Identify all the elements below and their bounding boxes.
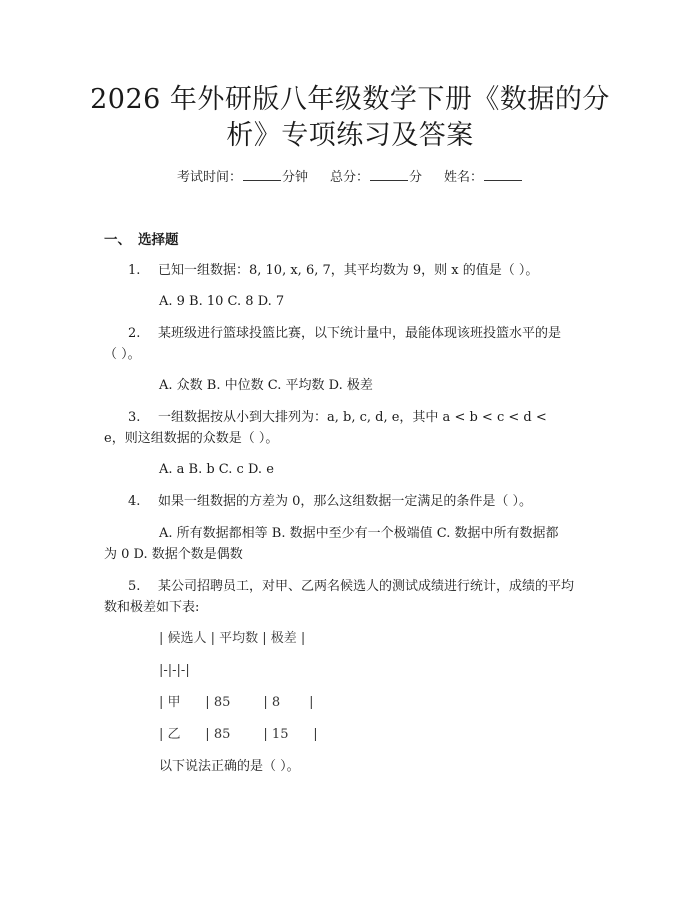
question-5-prompt: 以下说法正确的是（ ）。 — [159, 759, 300, 774]
question-5-text-cont: 数和极差如下表: — [104, 600, 200, 615]
question-number: 5. — [128, 579, 141, 594]
question-3 — [128, 408, 547, 428]
document-title-line-2: 析》专项练习及答案 — [226, 120, 474, 151]
question-number: 3. — [128, 410, 141, 425]
question-3-options: A. a B. b C. c D. e — [159, 462, 274, 477]
question-2 — [128, 324, 561, 344]
question-4-options: A. 所有数据都相等 B. 数据中至少有一个极端值 C. 数据中所有数据都 — [159, 526, 559, 541]
question-number: 4. — [128, 494, 141, 509]
question-1 — [128, 261, 538, 281]
question-3-text-cont: e，则这组数据的众数是（ ）。 — [104, 431, 279, 446]
section-heading — [104, 230, 179, 250]
exam-info-line — [0, 168, 700, 188]
time-blank — [243, 168, 281, 181]
table-row-separator: |-|-|-| — [159, 663, 190, 678]
question-number: 1. — [128, 263, 141, 278]
question-4-options-cont: 为 0 D. 数据个数是偶数 — [104, 547, 243, 562]
table-row: | 甲 | 85 | 8 | — [159, 695, 314, 710]
name-label: 姓名： — [444, 170, 484, 185]
question-1-options: A. 9 B. 10 C. 8 D. 7 — [159, 294, 285, 309]
question-2-text-cont: （ ）。 — [104, 347, 141, 362]
section-number: 一、 — [104, 232, 131, 248]
question-4 — [128, 492, 532, 512]
section-title: 选择题 — [138, 232, 179, 248]
table-row-header: | 候选人 | 平均数 | 极差 | — [159, 631, 306, 646]
question-2-options: A. 众数 B. 中位数 C. 平均数 D. 极差 — [159, 378, 373, 393]
question-number: 2. — [128, 326, 141, 341]
document-title-line-1: 2026 年外研版八年级数学下册《数据的分 — [90, 84, 610, 115]
question-text: 已知一组数据：8, 10, x, 6, 7，其平均数为 9，则 x 的值是（ ）。 — [158, 263, 539, 278]
question-text: 某公司招聘员工，对甲、乙两名候选人的测试成绩进行统计，成绩的平均 — [158, 579, 575, 594]
question-text: 如果一组数据的方差为 0，那么这组数据一定满足的条件是（ ）。 — [158, 494, 533, 509]
question-5 — [128, 577, 574, 597]
time-label: 考试时间： — [176, 170, 242, 185]
score-label: 总分： — [329, 170, 369, 185]
question-text: 某班级进行篮球投篮比赛，以下统计量中，最能体现该班投篮水平的是 — [158, 326, 562, 341]
time-unit: 分钟 — [281, 170, 308, 185]
name-blank — [484, 168, 522, 181]
question-text: 一组数据按从小到大排列为：a, b, c, d, e，其中 a < b < c < d < — [158, 410, 547, 425]
score-unit: 分 — [409, 170, 423, 185]
score-blank — [370, 168, 408, 181]
table-row: | 乙 | 85 | 15 | — [159, 727, 318, 742]
